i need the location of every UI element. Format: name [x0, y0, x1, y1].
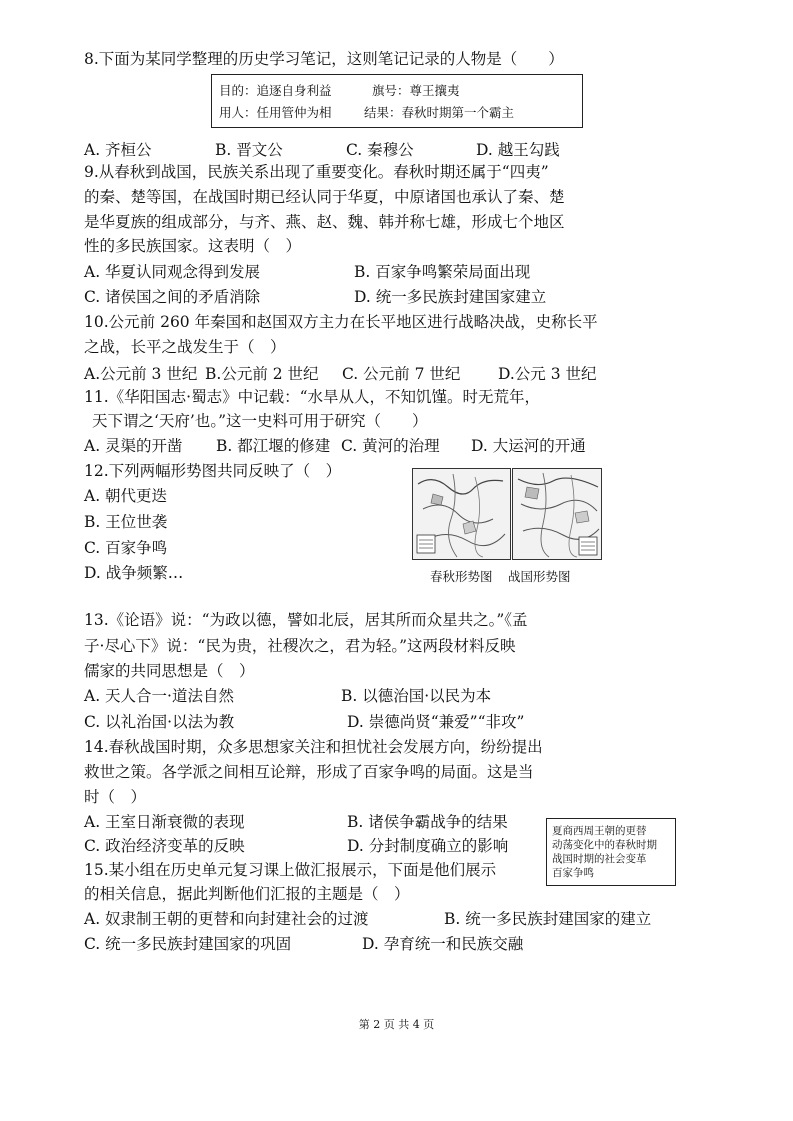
q15-line-1: 15.某小组在历史单元复习课上做汇报展示，下面是他们展示 — [84, 861, 497, 879]
q10-option-b: B.公元前 2 世纪 — [205, 365, 319, 383]
q15-option-d: D. 孕育统一和民族交融 — [362, 935, 524, 953]
q8-stem: 8.下面为某同学整理的历史学习笔记，这则笔记记录的人物是（ ） — [84, 50, 564, 68]
q9-option-b: B. 百家争鸣繁荣局面出现 — [354, 263, 531, 281]
page-footer: 第 2 页 共 4 页 — [358, 1018, 435, 1031]
warring-states-map — [512, 468, 602, 560]
q15-option-b: B. 统一多民族封建国家的建立 — [444, 910, 652, 928]
map2-caption: 战国形势图 — [508, 569, 571, 584]
q15-line-2: 的相关信息，据此判断他们汇报的主题是（ ） — [84, 885, 410, 903]
q10-option-c: C. 公元前 7 世纪 — [342, 365, 461, 383]
q11-option-a: A. 灵渠的开凿 — [84, 437, 183, 455]
q9-line-3: 是华夏族的组成部分，与齐、燕、赵、魏、韩并称七雄，形成七个地区 — [84, 213, 565, 231]
q12-option-a: A. 朝代更迭 — [84, 487, 168, 505]
q14-line-2: 救世之策。各学派之间相互论辩，形成了百家争鸣的局面。这是当 — [84, 763, 534, 781]
q8-note-employ: 用人：任用管仲为相 — [219, 105, 332, 120]
q11-line-2: 天下谓之‘天府’也。”这一史料可用于研究（ ） — [92, 412, 428, 430]
q13-option-a: A. 天人合一·道法自然 — [84, 687, 234, 705]
q14-line-1: 14.春秋战国时期，众多思想家关注和担忧社会发展方向，纷纷提出 — [84, 738, 543, 756]
map1-caption: 春秋形势图 — [430, 569, 493, 584]
q15-box-line-2: 动荡变化中的春秋时期 — [552, 839, 657, 851]
q10-option-a: A.公元前 3 世纪 — [84, 365, 198, 383]
q13-option-b: B. 以德治国·以民为本 — [341, 687, 492, 705]
q9-line-4: 性的多民族国家。这表明（ ） — [84, 237, 302, 255]
q9-option-d: D. 统一多民族封建国家建立 — [354, 288, 547, 306]
q14-option-d: D. 分封制度确立的影响 — [347, 837, 509, 855]
q8-note-goal: 目的：追逐自身利益 — [219, 83, 332, 98]
q12-option-c: C. 百家争鸣 — [84, 539, 168, 557]
q9-line-1: 9.从春秋到战国，民族关系出现了重要变化。春秋时期还属于“四夷” — [84, 163, 549, 181]
q8-note-flag: 旗号：尊王攘夷 — [372, 83, 460, 98]
q9-option-c: C. 诸侯国之间的矛盾消除 — [84, 288, 261, 306]
q15-info-box — [546, 818, 676, 886]
q14-line-3: 时（ ） — [84, 788, 147, 806]
q14-option-a: A. 王室日渐衰微的表现 — [84, 813, 245, 831]
q11-option-b: B. 都江堰的修建 — [216, 437, 331, 455]
q9-option-a: A. 华夏认同观念得到发展 — [84, 263, 261, 281]
q15-option-c: C. 统一多民族封建国家的巩固 — [84, 935, 292, 953]
q8-option-d: D. 越王勾践 — [476, 141, 560, 159]
q8-option-a: A. 齐桓公 — [84, 141, 152, 159]
q9-line-2: 的秦、楚等国，在战国时期已经认同于华夏，中原诸国也承认了秦、楚 — [84, 188, 565, 206]
q13-option-c: C. 以礼治国·以法为教 — [84, 713, 235, 731]
q11-option-c: C. 黄河的治理 — [341, 437, 440, 455]
q13-line-3: 儒家的共同思想是（ ） — [84, 662, 255, 680]
q12-option-d: D. 战争频繁… — [84, 564, 184, 582]
q8-note-box — [211, 74, 583, 128]
q12-stem: 12.下列两幅形势图共同反映了（ ） — [84, 462, 342, 480]
q8-option-b: B. 晋文公 — [215, 141, 283, 159]
q14-option-b: B. 诸侯争霸战争的结果 — [347, 813, 508, 831]
q13-option-d: D. 崇德尚贤“兼爱”“非攻” — [347, 713, 525, 731]
q11-line-1: 11.《华阳国志·蜀志》中记载：“水旱从人，不知饥馑。时无荒年， — [84, 388, 541, 406]
q15-option-a: A. 奴隶制王朝的更替和向封建社会的过渡 — [84, 910, 369, 928]
q8-option-c: C. 秦穆公 — [346, 141, 414, 159]
q12-option-b: B. 王位世袭 — [84, 513, 168, 531]
q13-line-2: 子·尽心下》说：“民为贵，社稷次之，君为轻。”这两段材料反映 — [84, 637, 516, 655]
q8-note-result: 结果：春秋时期第一个霸主 — [364, 105, 515, 120]
q14-option-c: C. 政治经济变革的反映 — [84, 837, 245, 855]
q15-box-line-1: 夏商西周王朝的更替 — [552, 825, 647, 837]
q15-box-line-3: 战国时期的社会变革 — [552, 853, 647, 865]
q10-option-d: D.公元 3 世纪 — [498, 365, 597, 383]
q13-line-1: 13.《论语》说：“为政以德，譬如北辰，居其所而众星共之。”《孟 — [84, 611, 528, 629]
q10-line-1: 10.公元前 260 年秦国和赵国双方主力在长平地区进行战略决战，史称长平 — [84, 313, 598, 331]
spring-autumn-map — [412, 468, 511, 560]
q11-option-d: D. 大运河的开通 — [471, 437, 586, 455]
q10-line-2: 之战，长平之战发生于（ ） — [84, 338, 286, 356]
q15-box-line-4: 百家争鸣 — [552, 867, 594, 879]
